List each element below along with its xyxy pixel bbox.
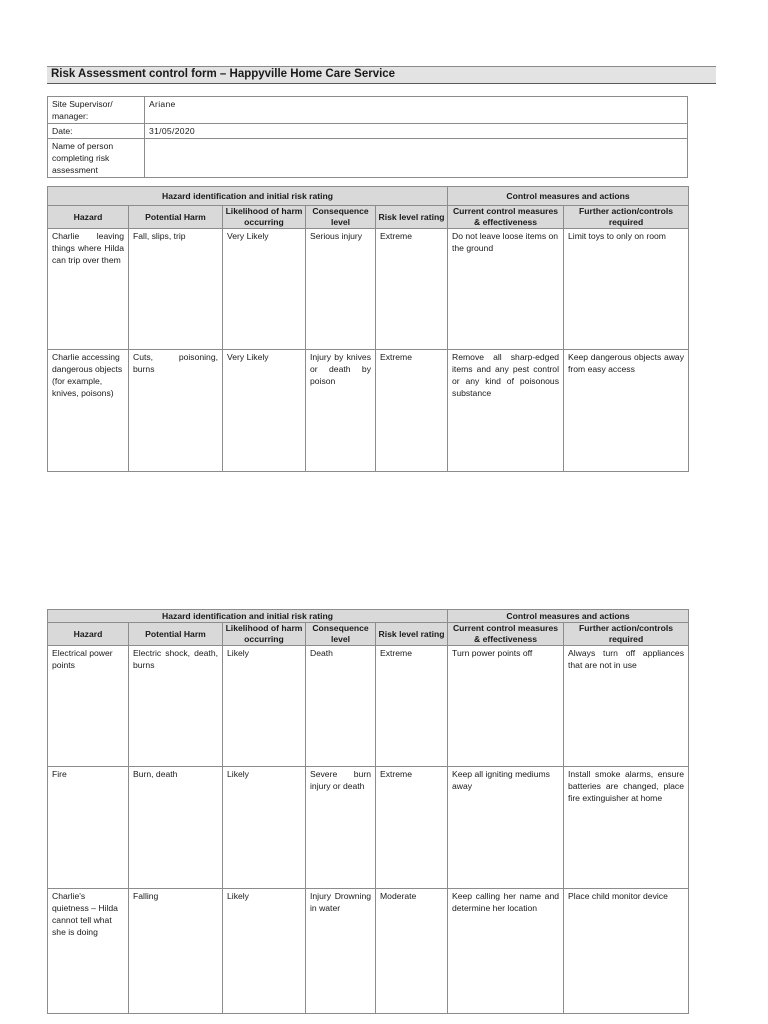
column-header-row — [48, 623, 689, 646]
harm-cell: Cuts, poisoning, burns — [129, 350, 223, 472]
info-label-supervisor: Site Supervisor/ manager: — [48, 97, 145, 124]
col-potential-harm: Potential Harm — [129, 206, 223, 229]
info-row — [48, 139, 688, 178]
group-header-row — [48, 610, 689, 623]
hazard-cell: Charlie leaving things where Hilda can trip over them — [48, 229, 129, 350]
col-current-controls: Current control measures & effectiveness — [448, 206, 564, 229]
consequence-cell: Severe burn injury or death — [306, 767, 376, 889]
hazard-group-header: Hazard identification and initial risk rating — [48, 187, 448, 206]
risk-cell: Extreme — [376, 229, 448, 350]
likelihood-cell: Very Likely — [223, 229, 306, 350]
table-row — [48, 767, 689, 889]
hazard-group-header: Hazard identification and initial risk rating — [48, 610, 448, 623]
col-consequence: Consequence level — [306, 206, 376, 229]
likelihood-cell: Very Likely — [223, 350, 306, 472]
risk-cell: Extreme — [376, 350, 448, 472]
col-current-controls: Current control measures & effectiveness — [448, 623, 564, 646]
col-hazard: Hazard — [48, 206, 129, 229]
consequence-cell: Injury by knives or death by poison — [306, 350, 376, 472]
further-action-cell: Place child monitor device — [564, 889, 689, 1014]
consequence-cell: Death — [306, 646, 376, 767]
further-action-cell: Install smoke alarms, ensure batteries are changed, place fire extinguisher at home — [564, 767, 689, 889]
further-action-cell: Limit toys to only on room — [564, 229, 689, 350]
col-likelihood: Likelihood of harm occurring — [223, 206, 306, 229]
info-row — [48, 124, 688, 139]
column-header-row — [48, 206, 689, 229]
hazard-cell: Charlie's quietness – Hilda cannot tell what she is doing — [48, 889, 129, 1014]
col-risk-level: Risk level rating — [376, 623, 448, 646]
table-row — [48, 646, 689, 767]
col-potential-harm: Potential Harm — [129, 623, 223, 646]
current-control-cell: Keep calling her name and determine her location — [448, 889, 564, 1014]
likelihood-cell: Likely — [223, 646, 306, 767]
risk-cell: Extreme — [376, 646, 448, 767]
col-risk-level: Risk level rating — [376, 206, 448, 229]
current-control-cell: Turn power points off — [448, 646, 564, 767]
further-action-cell: Keep dangerous objects away from easy access — [564, 350, 689, 472]
risk-table-1 — [47, 186, 689, 472]
current-control-cell: Remove all sharp-edged items and any pest control or any kind of poisonous substance — [448, 350, 564, 472]
info-value-date: 31/05/2020 — [145, 124, 688, 139]
group-header-row — [48, 187, 689, 206]
hazard-cell: Fire — [48, 767, 129, 889]
supervisor-info-table — [47, 96, 688, 178]
col-likelihood: Likelihood of harm occurring — [223, 623, 306, 646]
col-further-action: Further action/controls required — [564, 623, 689, 646]
info-label-person: Name of person completing risk assessment — [48, 139, 145, 178]
likelihood-cell: Likely — [223, 767, 306, 889]
likelihood-cell: Likely — [223, 889, 306, 1014]
table-row — [48, 889, 689, 1014]
current-control-cell: Keep all igniting mediums away — [448, 767, 564, 889]
control-group-header: Control measures and actions — [448, 187, 689, 206]
col-hazard: Hazard — [48, 623, 129, 646]
form-title-bar — [47, 66, 716, 84]
harm-cell: Fall, slips, trip — [129, 229, 223, 350]
harm-cell: Falling — [129, 889, 223, 1014]
table-row — [48, 350, 689, 472]
info-row — [48, 97, 688, 124]
risk-cell: Extreme — [376, 767, 448, 889]
col-further-action: Further action/controls required — [564, 206, 689, 229]
current-control-cell: Do not leave loose items on the ground — [448, 229, 564, 350]
risk-table-2 — [47, 609, 689, 1014]
harm-cell: Burn, death — [129, 767, 223, 889]
risk-cell: Moderate — [376, 889, 448, 1014]
info-label-date: Date: — [48, 124, 145, 139]
col-consequence: Consequence level — [306, 623, 376, 646]
table-row — [48, 229, 689, 350]
info-value-person — [145, 139, 688, 178]
further-action-cell: Always turn off appliances that are not in use — [564, 646, 689, 767]
consequence-cell: Serious injury — [306, 229, 376, 350]
info-value-supervisor: Ariane — [145, 97, 688, 124]
hazard-cell: Charlie accessing dangerous objects (for example, knives, poisons) — [48, 350, 129, 472]
consequence-cell: Injury Drowning in water — [306, 889, 376, 1014]
form-title: Risk Assessment control form – Happyville Home Care Service — [51, 68, 396, 80]
harm-cell: Electric shock, death, burns — [129, 646, 223, 767]
control-group-header: Control measures and actions — [448, 610, 689, 623]
hazard-cell: Electrical power points — [48, 646, 129, 767]
